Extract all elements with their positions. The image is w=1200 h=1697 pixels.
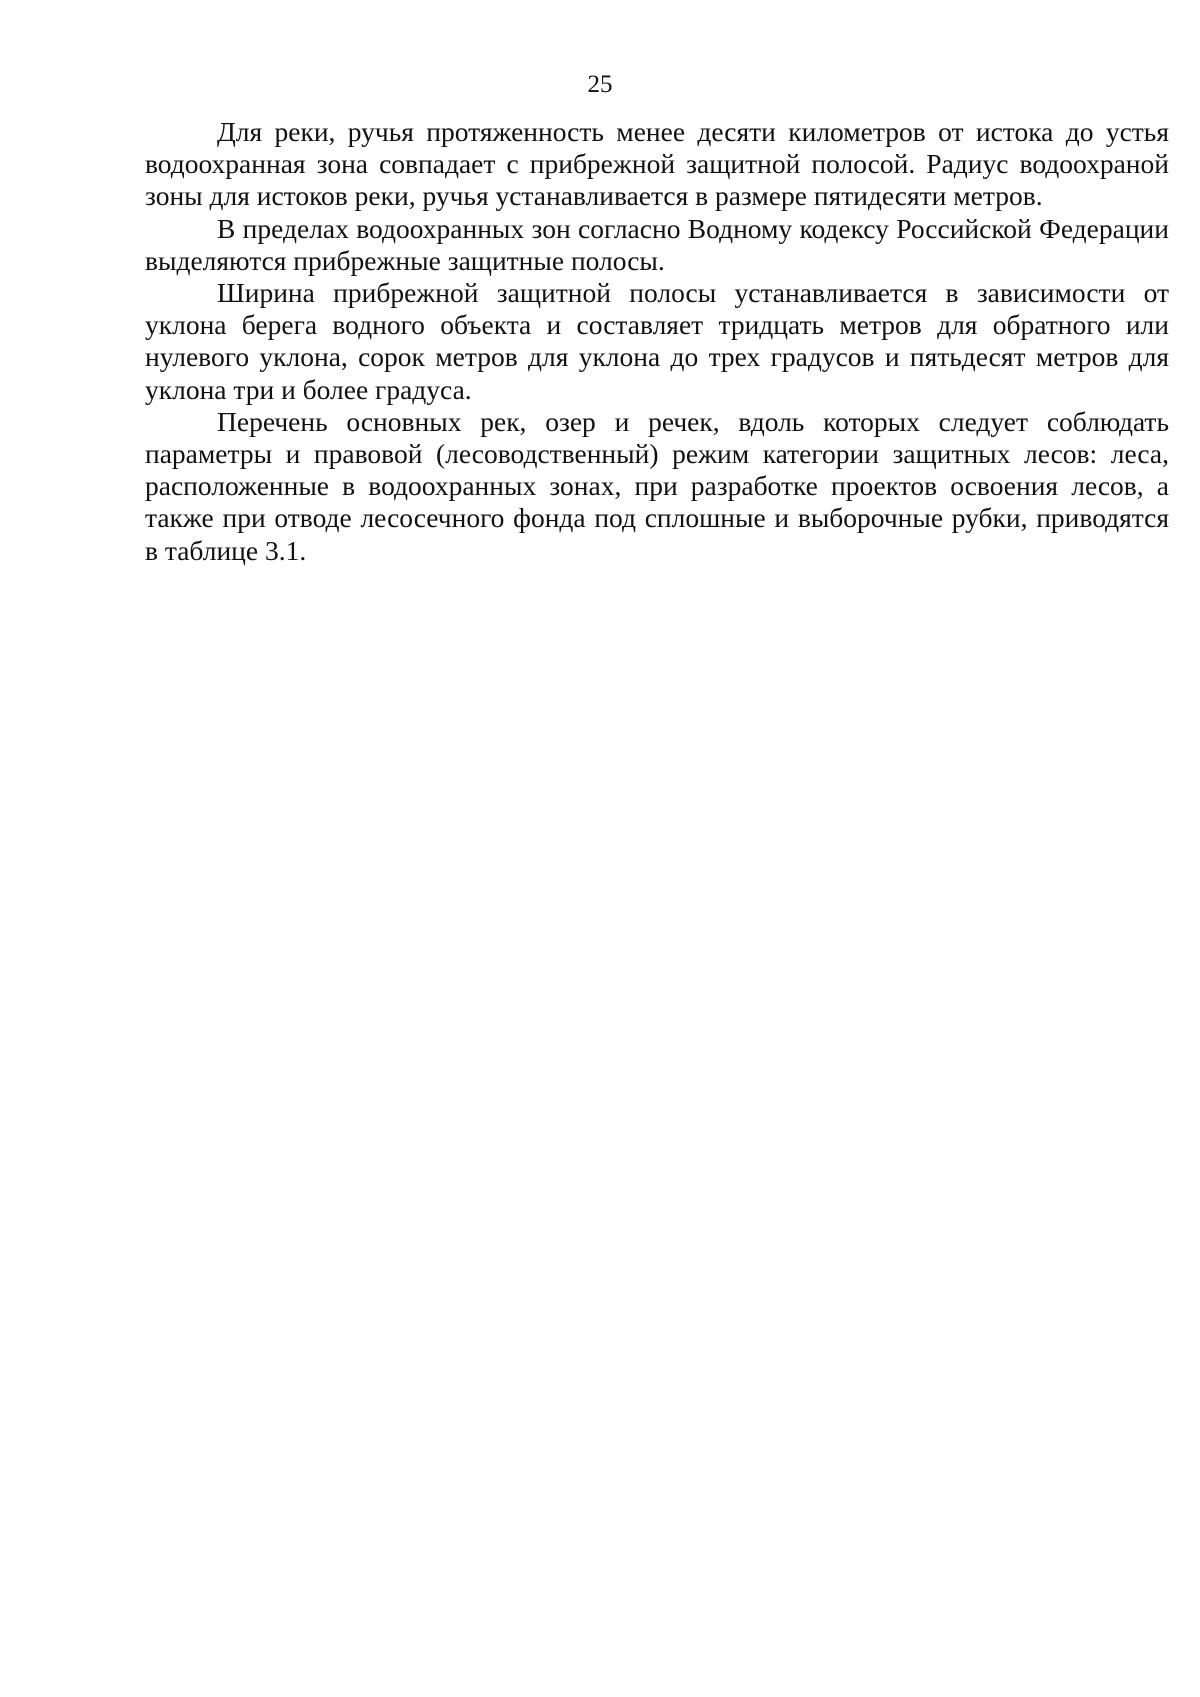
- paragraph-strip-width: Ширина прибрежной защитной полосы устанавливается в зависимости от уклона берега водного объекта и составляет тридцать метров для обратного или нулевого уклона, сорок метров для уклона до трех градусов и пятьдесят метров для уклона три и более градуса.: [145, 277, 1169, 405]
- page-number: 25: [587, 71, 613, 98]
- body-text: [145, 116, 1169, 567]
- paragraph-water-protection-zone: Для реки, ручья протяженность менее десяти километров от истока до устья водоохранная зона совпадает с прибрежной защитной полосой. Радиус водоохраной зоны для истоков реки, ручья устанавливается в размере пятидесяти метров.: [145, 116, 1169, 212]
- paragraph-river-list-reference: Перечень основных рек, озер и речек, вдоль которых следует соблюдать параметры и правовой (лесоводственный) режим категории защитных лесов: леса, расположенные в водоохранных зонах, при разработке проектов освоения лесов, а также при отводе лесосечного фонда под сплошные и выборочные рубки, приводятся в таблице 3.1.: [145, 405, 1169, 566]
- paragraph-coastal-strips: В пределах водоохранных зон согласно Водному кодексу Российской Федерации выделяются прибрежные защитные полосы.: [145, 212, 1169, 276]
